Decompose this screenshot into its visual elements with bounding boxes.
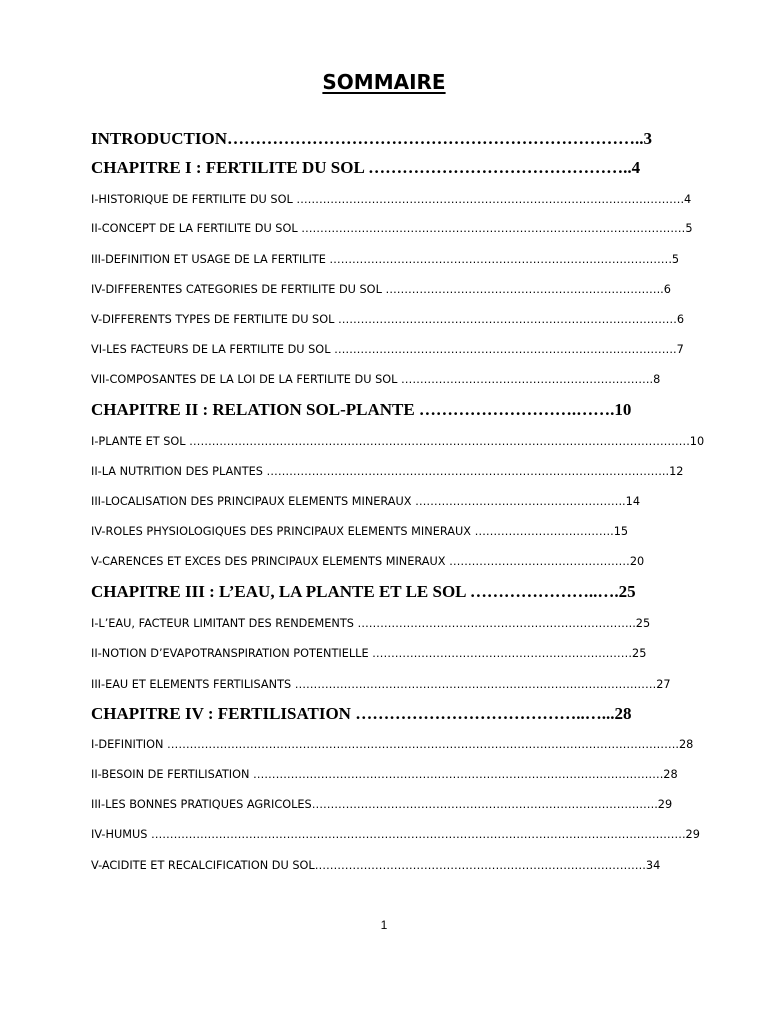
toc-entry: I-DEFINITION ……………………………………………………………………………………………………………………….28 bbox=[91, 738, 694, 751]
toc-entry: IV-HUMUS …………………………………………………………………………………………………………………………….29 bbox=[91, 828, 700, 841]
toc-chapter-3: CHAPITRE III : L’EAU, LA PLANTE ET LE SOL …………………..….25 bbox=[91, 582, 636, 601]
page-number: 1 bbox=[380, 918, 388, 932]
document-title: SOMMAIRE bbox=[322, 70, 446, 94]
toc-entry: II-LA NUTRITION DES PLANTES ……………………………………………………………………………………………..12 bbox=[91, 465, 684, 478]
toc-entry: II-CONCEPT DE LA FERTILITE DU SOL …………………………………………………………………………………………5 bbox=[91, 222, 693, 235]
toc-chapter-1: CHAPITRE I : FERTILITE DU SOL ………………………………………..4 bbox=[91, 158, 641, 177]
toc-chapter-introduction: INTRODUCTION………………………………………………………………..3 bbox=[91, 129, 653, 148]
toc-chapter-4: CHAPITRE IV : FERTILISATION …………………………………..…...28 bbox=[91, 704, 632, 723]
toc-chapter-2: CHAPITRE II : RELATION SOL-PLANTE ……………………….…….10 bbox=[91, 400, 632, 419]
toc-entry: IV-DIFFERENTES CATEGORIES DE FERTILITE DU SOL ………………………………………………………………..6 bbox=[91, 283, 671, 296]
toc-entry: V-ACIDITE ET RECALCIFICATION DU SOL…………………………………………………………………………….34 bbox=[91, 859, 661, 872]
toc-entry: I-L’EAU, FACTEUR LIMITANT DES RENDEMENTS ………………………………………………………………..25 bbox=[91, 617, 651, 630]
toc-entry: I-PLANTE ET SOL …………………………………………………………………………………………………………………….10 bbox=[91, 435, 705, 448]
toc-entry: II-NOTION D’EVAPOTRANSPIRATION POTENTIELLE ……………………………………………………………25 bbox=[91, 647, 647, 660]
toc-entry: II-BESOIN DE FERTILISATION ……………………………………………………………………………………………….28 bbox=[91, 768, 678, 781]
toc-entry: V-CARENCES ET EXCES DES PRINCIPAUX ELEMENTS MINERAUX …………………………………………20 bbox=[91, 555, 645, 568]
toc-entry: VII-COMPOSANTES DE LA LOI DE LA FERTILITE DU SOL ………………………………………………………….8 bbox=[91, 373, 661, 386]
toc-entry: IV-ROLES PHYSIOLOGIQUES DES PRINCIPAUX ELEMENTS MINERAUX ……………………………….15 bbox=[91, 525, 629, 538]
toc-entry: III-DEFINITION ET USAGE DE LA FERTILITE ……………………………………………………………………………….5 bbox=[91, 253, 680, 266]
toc-entry: I-HISTORIQUE DE FERTILITE DU SOL ………………………………………………………………………………………….4 bbox=[91, 193, 692, 206]
toc-entry: III-LES BONNES PRATIQUES AGRICOLES………………………………………………………………………………..29 bbox=[91, 798, 673, 811]
toc-entry: III-EAU ET ELEMENTS FERTILISANTS ……………………………………………………………………………………27 bbox=[91, 678, 671, 691]
toc-entry: III-LOCALISATION DES PRINCIPAUX ELEMENTS MINERAUX ………………………………………………..14 bbox=[91, 495, 641, 508]
toc-entry: V-DIFFERENTS TYPES DE FERTILITE DU SOL ………………………………………………………………………………6 bbox=[91, 313, 685, 326]
toc-entry: VI-LES FACTEURS DE LA FERTILITE DU SOL ……………………………………………………………………………….7 bbox=[91, 343, 684, 356]
